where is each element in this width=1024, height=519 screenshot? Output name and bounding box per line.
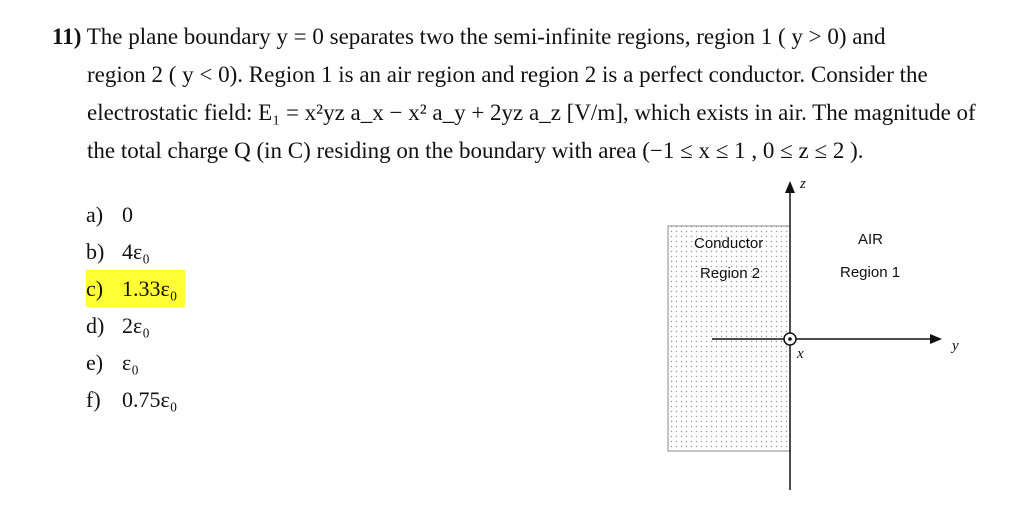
option-value: 4ε₀ xyxy=(122,239,150,264)
option-d[interactable]: d) 2ε₀ xyxy=(86,313,150,338)
question-line-3: electrostatic field: E₁ = x²yz a_x − x² a_y + 2yz a_z [V/m], which exists in air. The magnitude of xyxy=(87,100,976,125)
x-axis-label: x xyxy=(797,346,804,362)
z-axis-label: z xyxy=(800,176,806,192)
option-value: 2ε₀ xyxy=(122,313,150,338)
question-line-2: region 2 ( y < 0). Region 1 is an air region and region 2 is a perfect conductor. Consider the xyxy=(87,62,928,87)
y-axis-label: y xyxy=(952,338,959,354)
question-number: 11) xyxy=(52,24,82,49)
option-a[interactable]: a) 0 xyxy=(86,202,133,227)
z-axis-arrow xyxy=(785,181,795,193)
y-axis-arrow xyxy=(930,334,942,344)
air-region-label: Region 1 xyxy=(840,264,901,281)
option-f[interactable]: f) 0.75ε₀ xyxy=(86,387,178,412)
question-line-1: 11) The plane boundary y = 0 separates two the semi-infinite regions, region 1 ( y > 0) and xyxy=(52,24,886,49)
option-value: 1.33ε₀ xyxy=(122,276,178,301)
air-label: AIR xyxy=(858,231,884,248)
option-value: ε₀ xyxy=(122,350,139,375)
x-axis-dot xyxy=(788,337,792,341)
option-value: 0 xyxy=(122,202,133,227)
highlighted-answer: c) 1.33ε₀ xyxy=(86,270,185,307)
question-line-4: the total charge Q (in C) residing on the boundary with area (−1 ≤ x ≤ 1 , 0 ≤ z ≤ 2 ). xyxy=(87,138,864,163)
conductor-region-label: Region 2 xyxy=(700,265,761,282)
option-value: 0.75ε₀ xyxy=(122,387,178,412)
conductor-label: Conductor xyxy=(694,235,764,252)
option-e[interactable]: e) ε₀ xyxy=(86,350,139,375)
option-b[interactable]: b) 4ε₀ xyxy=(86,239,150,264)
